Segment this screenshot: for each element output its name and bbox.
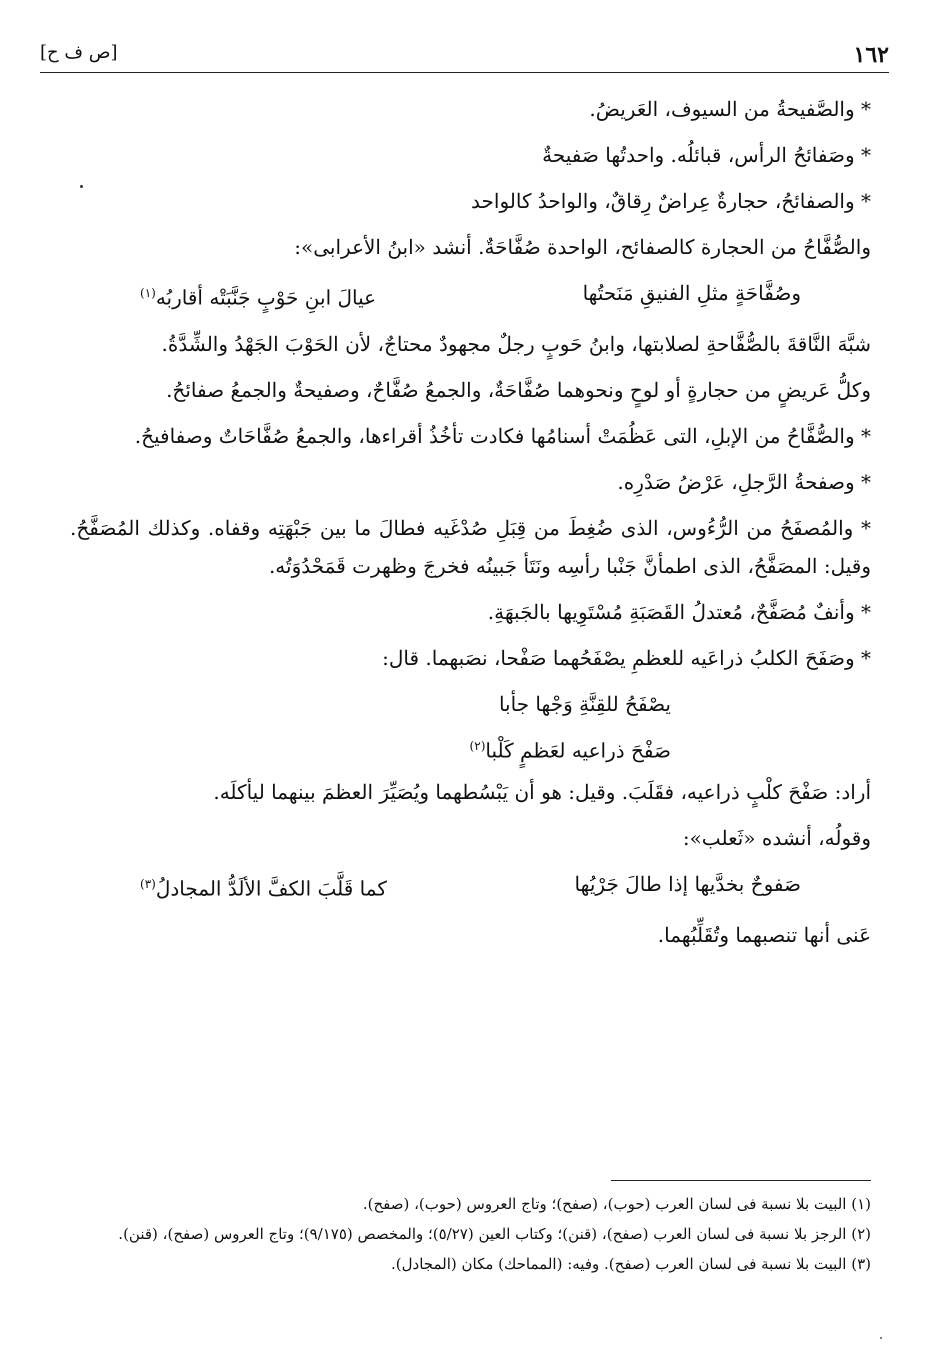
speck-mark bbox=[880, 1337, 882, 1339]
entry-line: عَنى أنها تنصبهما وتُقَلِّبُهما. bbox=[657, 922, 871, 947]
entry-line: والصُّفَّاحُ من الحجارة كالصفائح، الواحدة صُفَّاحَةٌ. أنشد «ابنُ الأعرابى»: bbox=[294, 235, 871, 259]
page-number: ١٦٢ bbox=[853, 42, 889, 68]
footnote-ref: (٣) bbox=[140, 877, 156, 892]
entry-paragraph: * والصُّفَّاحُ من الإبلِ، التى عَظُمَتْ أسنامُها فكادت تأخُذُ أقراءها، والجمعُ صُفَّاحَاتٌ وصفافيحُ. bbox=[134, 423, 871, 448]
footnotes bbox=[70, 1190, 871, 1280]
verse-first-hemistich: صَفوحٌ بخدَّيها إذا طالَ جَرْيُها bbox=[574, 872, 801, 897]
rajaz-text: صَفْحَ ذراعيه لعَظمٍ كَلْبا bbox=[485, 738, 671, 763]
entry-line: * وصَفائحُ الرأس، قبائلُه. واحدتُها صَفيحةٌ bbox=[542, 143, 871, 167]
entry-line: * وصفحةُ الرَّجلِ، عَرْضُ صَدْرِه. bbox=[617, 469, 871, 494]
footnote-divider bbox=[611, 1180, 871, 1181]
verse-text: كما قَلَّبَ الكفَّ الألَدُّ المجادلُ bbox=[155, 876, 387, 901]
footnote-ref: (١) bbox=[140, 286, 156, 300]
entry-paragraph: وكلُّ عَريضٍ من حجارةٍ أو لوحٍ ونحوهما صُفَّاحَةٌ، والجمعُ صُفَّاحٌ، وصفيحةٌ والجمعُ صفائحُ. bbox=[166, 377, 871, 402]
page-header bbox=[40, 38, 889, 73]
verse-second-hemistich bbox=[140, 865, 387, 908]
entry-paragraph: أراد: صَفْحَ كلْبٍ ذراعيه، فقَلَبَ. وقيل: هو أن يَبْسُطهما ويُصَيِّرَ العظمَ بينهما ليأكلَه. bbox=[213, 780, 871, 805]
footnote: (١) البيت بلا نسبة فى لسان العرب (حوب)، (صفح)؛ وتاج العروس (حوب)، (صفح). bbox=[362, 1195, 871, 1213]
verse-second-hemistich bbox=[140, 274, 376, 317]
poem-verse bbox=[70, 865, 871, 908]
footnote: (٢) الرجز بلا نسبة فى لسان العرب (صفح)، (قنن)؛ وكتاب العين (٥/٢٧)؛ والمخصص (٩/١٧٥)؛ وتاج العروس (صفح)، (قنن). bbox=[118, 1225, 871, 1243]
verse-first-hemistich: وصُفَّاحَةٍ مثلِ الفنيقِ مَنَحتُها bbox=[582, 281, 801, 305]
entry-paragraph: * والمُصفَحُ من الرُّءُوس، الذى ضُغِطَ من قِبَلِ صُدْغَيه فطالَ ما بين جَبْهَتِه وقفاه. وكذلك المُصَفَّحُ. وقيل: المصَفَّحُ، الذى اطمأنَّ جَنْبا رأسِه ونَتَأ جَبينُه فخرجَ وظهرت قَمَحْدُوَتُه. bbox=[70, 515, 871, 578]
entry-line: * والصفائحُ، حجارةٌ عِراضٌ رِقاقٌ، والواحدُ كالواحد bbox=[471, 189, 871, 213]
footnote-ref: (٢) bbox=[469, 738, 486, 753]
root-word-heading: [ص ف ح] bbox=[40, 42, 118, 63]
main-text bbox=[70, 90, 871, 962]
rajaz-line: يصْفَحُ للقِنَّةِ وَجْها جأبا bbox=[498, 691, 671, 716]
verse-text: عيالَ ابنِ حَوْبٍ جَنَّبَتْه أقاربُه bbox=[155, 285, 377, 310]
rajaz-line bbox=[70, 727, 871, 770]
entry-line: وقولُه، أنشده «ثَعلب»: bbox=[682, 826, 871, 851]
entry-line: * والصَّفيحةُ من السيوف، العَريضُ. bbox=[589, 97, 871, 121]
entry-paragraph: شبَّهَ النَّاقةَ بالصُّفَّاحةِ لصلابتها، وابنُ حَوبٍ رجلٌ مجهودٌ محتاجٌ، لأن الحَوْبَ الجَهْدُ والشِّدَّةُ. bbox=[161, 331, 871, 356]
entry-line: * وصَفَحَ الكلبُ ذراعَيه للعظمِ يصْفَحُهما صَفْحا، نصَبهما. قال: bbox=[382, 645, 871, 670]
footnote: (٣) البيت بلا نسبة فى لسان العرب (صفح). وفيه: (المماحك) مكان (المجادل). bbox=[391, 1255, 871, 1273]
entry-line: * وأنفٌ مُصَفَّحٌ، مُعتدلُ القَصَبَةِ مُسْتَوِيها بالجَبهَةِ. bbox=[487, 599, 871, 624]
poem-verse bbox=[70, 274, 871, 317]
